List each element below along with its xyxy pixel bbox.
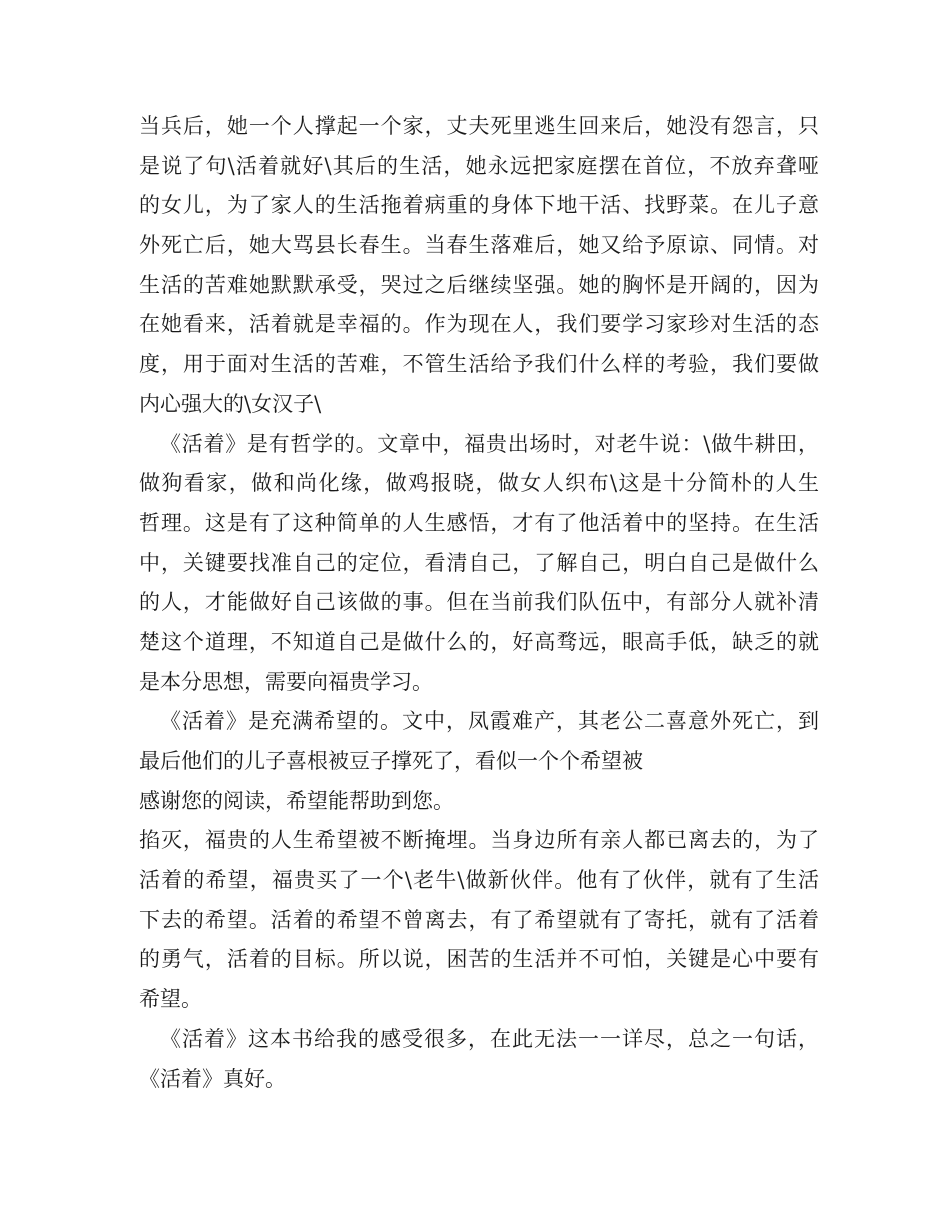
text-line: 掐灭，福贵的人生希望被不断掩埋。当身边所有亲人都已离去的，为了	[139, 828, 819, 853]
text-line: 《活着》是有哲学的。文章中，福贵出场时，对老牛说：\做牛耕田，	[160, 431, 819, 456]
text-line: 活着的希望，福贵买了一个\老牛\做新伙伴。他有了伙伴，就有了生活	[139, 868, 819, 893]
text-line: 内心强大的\女汉子\	[139, 391, 322, 416]
text-line: 最后他们的儿子喜根被豆子撑死了，看似一个个希望被	[139, 749, 643, 773]
document-body	[139, 107, 819, 1099]
text-line: 做狗看家，做和尚化缘，做鸡报晓，做女人织布\这是十分简朴的人生	[139, 471, 819, 496]
text-line: 的勇气，活着的目标。所以说，困苦的生活并不可怕，关键是心中要有	[139, 947, 819, 972]
text-line: 当兵后，她一个人撑起一个家，丈夫死里逃生回来后，她没有怨言，只	[139, 114, 819, 138]
text-line: 生活的苦难她默默承受，哭过之后继续坚强。她的胸怀是开阔的，因为	[139, 272, 819, 297]
text-line: 是说了句\活着就好\其后的生活，她永远把家庭摆在首位，不放弃聋哑	[139, 153, 819, 178]
text-line: 的女儿，为了家人的生活拖着病重的身体下地干活、找野菜。在儿子意	[139, 193, 819, 218]
text-line: 在她看来，活着就是幸福的。作为现在人，我们要学习家珍对生活的态	[139, 312, 819, 337]
text-line: 外死亡后，她大骂县长春生。当春生落难后，她又给予原谅、同情。对	[139, 233, 819, 258]
text-line: 中，关键要找准自己的定位，看清自己，了解自己，明白自己是做什么	[139, 550, 819, 575]
text-line: 的人，才能做好自己该做的事。但在当前我们队伍中，有部分人就补清	[139, 590, 819, 615]
footer-note: 感谢您的阅读，希望能帮助到您。	[139, 788, 454, 813]
text-line: 下去的希望。活着的希望不曾离去，有了希望就有了寄托，就有了活着	[139, 907, 819, 932]
text-line: 哲理。这是有了这种简单的人生感悟，才有了他活着中的坚持。在生活	[139, 510, 819, 535]
text-line: 是本分思想，需要向福贵学习。	[139, 669, 433, 694]
text-line: 希望。	[139, 987, 202, 1012]
text-line: 楚这个道理，不知道自己是做什么的，好高骛远，眼高手低，缺乏的就	[139, 629, 819, 654]
text-line: 度，用于面对生活的苦难，不管生活给予我们什么样的考验，我们要做	[139, 352, 819, 377]
text-line: 《活着》这本书给我的感受很多，在此无法一一详尽，总之一句话，	[160, 1026, 819, 1051]
text-line: 《活着》真好。	[139, 1066, 286, 1091]
text-line: 《活着》是充满希望的。文中，凤霞难产，其老公二喜意外死亡，到	[160, 709, 819, 734]
